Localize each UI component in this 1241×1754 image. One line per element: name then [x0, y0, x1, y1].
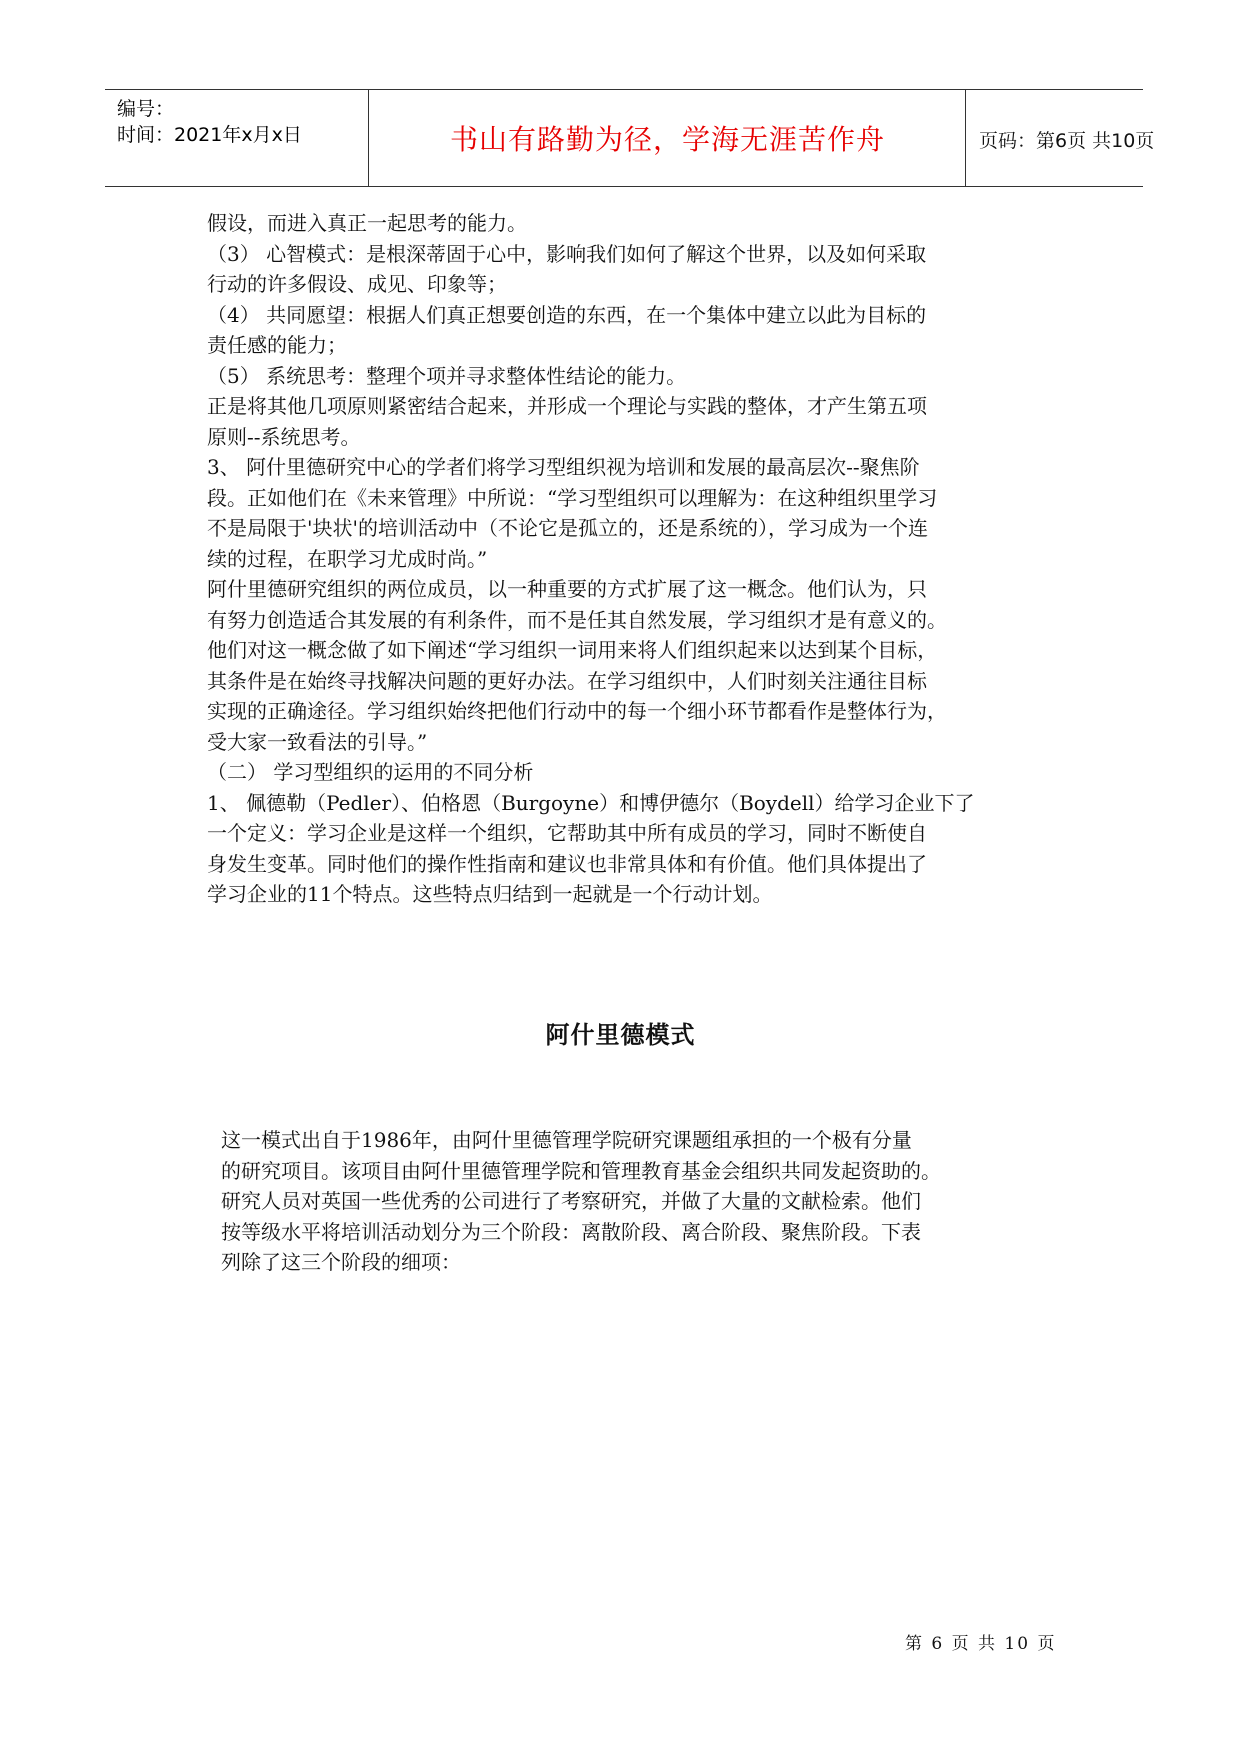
text-line: 行动的许多假设、成见、印象等； [207, 272, 507, 296]
text-line: 研究人员对英国一些优秀的公司进行了考察研究，并做了大量的文献检索。他们 [221, 1189, 921, 1213]
text-line: 这一模式出自于1986年，由阿什里德管理学院研究课题组承担的一个极有分量 [221, 1128, 912, 1152]
text-line: 不是局限于'块状'的培训活动中（不论它是孤立的，还是系统的），学习成为一个连 [207, 516, 928, 540]
text-line: 假设，而进入真正一起思考的能力。 [207, 211, 527, 235]
text-line: 受大家一致看法的引导。” [207, 729, 428, 754]
text-line: （4） 共同愿望：根据人们真正想要创造的东西，在一个集体中建立以此为目标的 [207, 302, 927, 327]
text-line: （二） 学习型组织的运用的不同分析 [207, 760, 534, 784]
document-time-label: 时间：2021年x月x日 [117, 124, 302, 146]
section-heading: 阿什里德模式 [545, 1021, 696, 1049]
text-line: 实现的正确途径。学习组织始终把他们行动中的每一个细小环节都看作是整体行为， [207, 699, 947, 723]
main-text-block [207, 208, 1047, 910]
text-line: 阿什里德研究组织的两位成员，以一种重要的方式扩展了这一概念。他们认为，只 [207, 577, 927, 601]
text-line: 有努力创造适合其发展的有利条件，而不是任其自然发展，学习组织才是有意义的。 [207, 607, 947, 632]
text-line: 的研究项目。该项目由阿什里德管理学院和管理教育基金会组织共同发起资助的。 [221, 1158, 941, 1183]
header-page-code: 页码：第6页 共10页 [979, 130, 1155, 152]
text-line: 正是将其他几项原则紧密结合起来，并形成一个理论与实践的整体，才产生第五项 [207, 394, 927, 418]
text-line: 3、 阿什里德研究中心的学者们将学习型组织视为培训和发展的最高层次--聚焦阶 [207, 455, 920, 479]
header-motto: 书山有路勤为径，学海无涯苦作舟 [449, 123, 885, 156]
header-middle-cell [370, 90, 966, 186]
text-line: 原则--系统思考。 [207, 424, 361, 449]
text-line: 其条件是在始终寻找解决问题的更好办法。在学习组织中，人们时刻关注通往目标 [207, 668, 927, 693]
text-line: 段。正如他们在《未来管理》中所说：“学习型组织可以理解为：在这种组织里学习 [207, 485, 938, 510]
section-text-block [221, 1125, 1041, 1278]
text-line: 1、 佩德勒（Pedler）、伯格恩（Burgoyne）和博伊德尔（Boydell）给学习企业下了 [207, 790, 975, 815]
text-line: （5） 系统思考：整理个项并寻求整体性结论的能力。 [207, 363, 687, 388]
text-line: 身发生变革。同时他们的操作性指南和建议也非常具体和有价值。他们具体提出了 [207, 851, 927, 876]
text-line: 他们对这一概念做了如下阐述“学习组织一词用来将人们组织起来以达到某个目标， [207, 638, 938, 662]
document-code-label: 编号： [117, 98, 175, 120]
text-line: 一个定义：学习企业是这样一个组织，它帮助其中所有成员的学习，同时不断使自 [207, 821, 927, 845]
text-line: 按等级水平将培训活动划分为三个阶段：离散阶段、离合阶段、聚焦阶段。下表 [221, 1219, 921, 1244]
text-line: 学习企业的11个特点。这些特点归结到一起就是一个行动计划。 [207, 882, 773, 906]
text-line: （3） 心智模式：是根深蒂固于心中，影响我们如何了解这个世界，以及如何采取 [207, 241, 927, 266]
header-right-cell [967, 90, 1155, 186]
header-left-cell [105, 90, 369, 186]
text-line: 责任感的能力； [207, 333, 347, 357]
page-footer: 第 6 页 共 10 页 [905, 1634, 1057, 1654]
text-line: 列除了这三个阶段的细项： [221, 1250, 461, 1274]
page-header-table [105, 89, 1155, 187]
text-line: 续的过程，在职学习尤成时尚。” [207, 546, 488, 571]
